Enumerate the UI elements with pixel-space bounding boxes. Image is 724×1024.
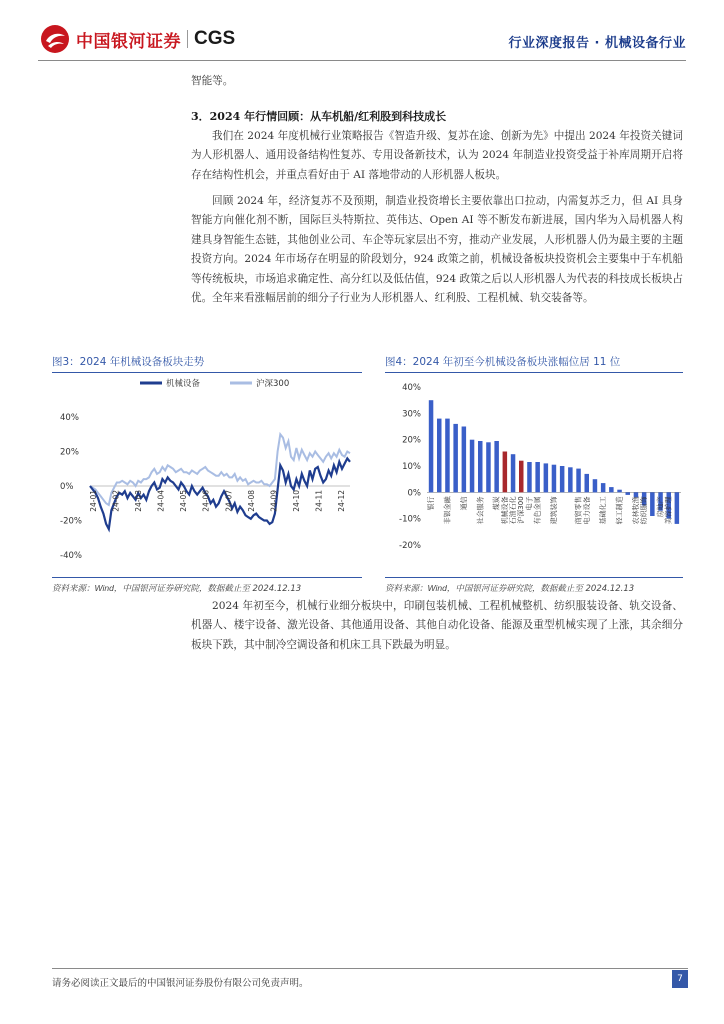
x-tick-label: 24-05	[179, 490, 189, 512]
y-tick-label: 0%	[60, 482, 74, 492]
bar	[568, 467, 573, 492]
bar	[675, 492, 680, 524]
y-tick-label: -20%	[60, 516, 82, 527]
bar	[527, 462, 532, 492]
category-label: 有色金属	[533, 496, 542, 525]
bar-chart	[385, 373, 683, 577]
figure-3-source-wind: Wind，	[94, 583, 123, 593]
figure-4-source	[385, 577, 683, 597]
page-number: 7	[672, 970, 688, 988]
category-label: 机械设备	[500, 496, 509, 525]
figure-4-source-label: 资料来源：	[385, 584, 428, 594]
footer-divider	[52, 968, 688, 969]
figure-3-title: 图3：2024 年机械设备板块走势	[52, 353, 362, 373]
y-tick-label: -40%	[60, 551, 82, 561]
logo-english-text: CGS	[194, 28, 236, 49]
figure-3	[52, 353, 362, 597]
category-label: 建筑装饰	[550, 496, 558, 525]
bar	[544, 463, 549, 492]
legend-label: 机械设备	[166, 379, 201, 389]
bar	[576, 469, 581, 493]
paragraph-strategy: 我们在 2024 年度机械行业策略报告《智造升级、复苏在途、创新为先》中提出 2024 年投资关键词为人形机器人、通用设备结构性复苏、专用设备新技术，认为 2024 年制造业投资受益于补库周期开启将存在结构性机会，并重点看好由于 AI 落地带动的人形机器人板块。	[191, 130, 683, 181]
x-tick-label: 24-08	[246, 490, 256, 512]
y-tick-label: 40%	[60, 413, 79, 423]
bar	[585, 474, 590, 492]
bar	[511, 454, 516, 492]
category-label: 社会服务	[476, 496, 485, 525]
legend-label: 沪深300	[256, 379, 290, 389]
category-label: 沪深300	[517, 496, 526, 524]
category-label: 通信	[459, 496, 468, 511]
line-chart	[52, 373, 362, 577]
header-divider	[38, 60, 686, 61]
logo-separator	[187, 30, 188, 48]
y-tick-label: -10%	[399, 514, 421, 525]
section-title: 3．2024 年行情回顾：从车机船/红利股到科技成长	[191, 110, 447, 123]
bar	[593, 479, 598, 492]
category-label: 商贸零售	[574, 496, 583, 525]
x-tick-label: 24-04	[156, 490, 166, 512]
category-label: 美容护理	[664, 496, 673, 525]
bar	[626, 492, 631, 495]
category-label: 农林牧渔	[631, 496, 640, 525]
category-label: 煤炭	[492, 496, 501, 511]
x-tick-label: 24-07	[224, 490, 234, 512]
report-type-label: 行业深度报告 · 机械设备行业	[508, 36, 686, 51]
bar	[601, 483, 606, 492]
logo-chinese-text: 中国银河证券	[76, 31, 181, 52]
bar	[609, 487, 614, 492]
y-tick-label: 0%	[407, 488, 421, 499]
x-tick-label: 24-09	[269, 490, 279, 512]
bar	[552, 465, 557, 493]
bar	[519, 461, 524, 493]
figure-3-source-label: 资料来源：	[52, 584, 95, 594]
paragraph-subsectors: 2024 年初至今，机械行业细分板块中，印刷包装机械、工程机械整机、纺织服装设备、轨交设备、机器人、楼宇设备、激光设备、其他通用设备、其他自动化设备、能源及重型机械实现了上涨，其余细分板块下跌，其中制冷空调设备和机床工具下跌最为明显。	[191, 600, 683, 651]
x-tick-label: 24-12	[337, 490, 346, 512]
category-label: 电子	[525, 496, 534, 511]
bar	[445, 419, 450, 493]
cgs-logo	[40, 24, 235, 54]
figure-3-source	[52, 577, 362, 597]
category-label: 基础化工	[599, 496, 608, 525]
bar	[478, 441, 483, 492]
y-tick-label: 20%	[60, 447, 79, 458]
bar	[462, 427, 467, 493]
figure-3-source-tail: 中国银河证券研究院，数据截止至 2024.12.13	[122, 584, 302, 594]
bar	[650, 492, 655, 516]
x-tick-label: 24-02	[111, 490, 121, 512]
bar	[486, 442, 491, 492]
y-tick-label: -20%	[399, 541, 421, 551]
bar	[429, 400, 434, 492]
category-label: 石油石化	[509, 496, 518, 525]
x-tick-label: 24-06	[201, 490, 211, 512]
footer-disclaimer: 请务必阅读正文最后的中国银河证券股份有限公司免责声明。	[52, 978, 309, 989]
y-tick-label: 20%	[402, 435, 421, 446]
bar	[453, 424, 458, 493]
bar	[503, 452, 508, 493]
bar	[535, 462, 540, 492]
category-label: 非银金融	[443, 496, 452, 525]
category-label: 轻工制造	[615, 496, 624, 525]
cgs-logo-mark-icon	[40, 24, 70, 54]
category-label: 银行	[427, 496, 436, 511]
figure-4-chart	[385, 373, 683, 577]
figure-4	[385, 353, 683, 597]
figure-4-title: 图4：2024 年初至今机械设备板块涨幅位居 11 位	[385, 353, 683, 373]
figure-4-source-wind: Wind，	[427, 583, 456, 593]
category-label: 房地产	[656, 496, 665, 518]
paragraph-review: 回顾 2024 年，经济复苏不及预期，制造业投资增长主要依靠出口拉动，内需复苏乏力，但 AI 具身智能方向催化剂不断，国际巨头特斯拉、英伟达、Open AI 等不断发布新进展，国内华为入局机器人构建具身智能生态链，其他创业公司、车企等玩家层出不穷，推动产业发展，人形机器人仍为最主要的主题投资方向。2024 年市场存在明显的阶段划分，924 政策之前，机械设备板块投资机会主要集中于车机船等传统板块，市场追求确定性、高分红以及低估值，924 政策之后以人形机器人为代表的科技成长板块占优。全年来看涨幅居前的细分子行业为人形机器人、红利股、工程机械、轨交装备等。	[191, 195, 683, 305]
x-tick-label: 24-10	[291, 490, 301, 512]
y-tick-label: 30%	[402, 409, 421, 420]
page-header	[0, 0, 724, 62]
x-tick-label: 24-01	[89, 490, 98, 512]
x-tick-label: 24-11	[314, 490, 324, 512]
x-tick-label: 24-03	[134, 490, 144, 512]
category-label: 纺织服饰	[640, 496, 649, 525]
series-line-machinery	[90, 458, 350, 529]
figure-4-source-tail: 中国银河证券研究院，数据截止至 2024.12.13	[455, 584, 635, 594]
bar	[560, 466, 565, 492]
bar	[617, 490, 622, 493]
category-label: 电力设备	[582, 496, 591, 525]
bar	[470, 440, 475, 493]
bar	[494, 441, 499, 492]
paragraph-carryover: 智能等。	[191, 75, 234, 87]
y-tick-label: 10%	[402, 462, 421, 472]
bar	[437, 419, 442, 493]
figure-3-chart	[52, 373, 362, 577]
y-tick-label: 40%	[402, 383, 421, 393]
